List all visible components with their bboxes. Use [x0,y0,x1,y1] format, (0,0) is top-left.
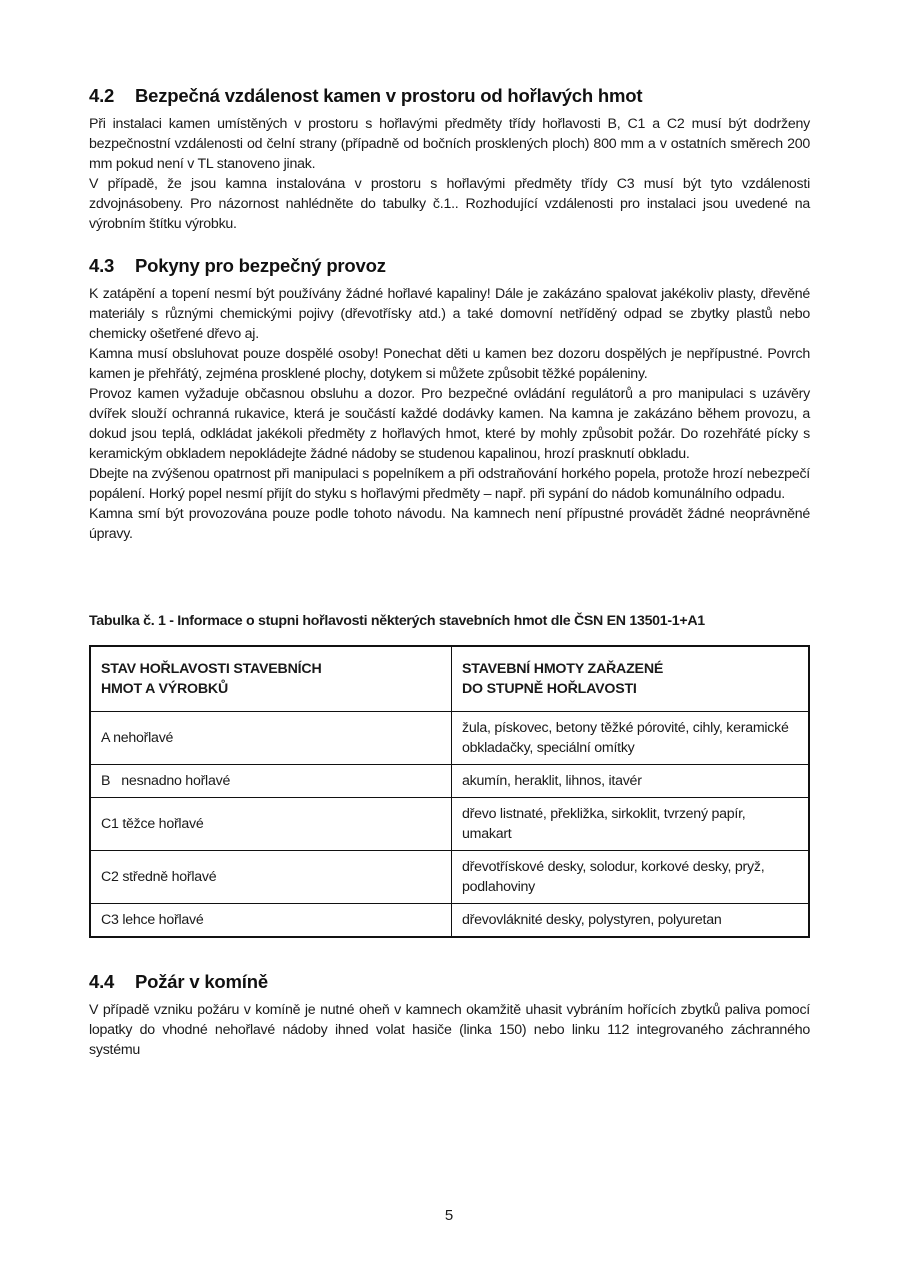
header-line: STAV HOŘLAVOSTI STAVEBNÍCH [101,661,322,677]
materials-cell: akumín, heraklit, lihnos, itavér [452,765,810,798]
paragraph: Kamna musí obsluhovat pouze dospělé osoby! Ponechat děti u kamen bez dozoru dospělých je nepřípustné. Povrch kamen je přehřátý, zejména prosklené plochy, dotykem si můžete způsobit těžké popáleniny. [89,346,810,382]
section-heading [89,254,810,278]
flammability-table [89,645,810,938]
table-header-row [90,646,809,712]
section-4-3 [89,254,810,544]
class-cell: A nehořlavé [90,712,452,765]
class-cell: C1 těžce hořlavé [90,798,452,851]
header-line: HMOT A VÝROBKŮ [101,681,228,697]
section-title: Požár v komíně [135,971,268,992]
paragraph: V případě, že jsou kamna instalována v prostoru s hořlavými předměty třídy C3 musí být tyto vzdálenosti zdvojnásobeny. Pro názornost nahlédněte do tabulky č.1.. Rozhodující vzdálenosti pro instalaci jsou uvedené na výrobním štítku výrobku. [89,176,810,232]
class-cell: C3 lehce hořlavé [90,904,452,938]
materials-cell: dřevotřískové desky, solodur, korkové desky, pryž, podlahoviny [452,851,810,904]
section-number: 4.2 [89,85,115,106]
table-row [90,798,809,851]
paragraph: Dbejte na zvýšenou opatrnost při manipulaci s popelníkem a při odstraňování horkého popela, protože hrozí nebezpečí popálení. Horký popel nesmí přijít do styku s hořlavými předměty – např. při sypání do nádob komunálního odpadu. [89,466,810,502]
section-4-4 [89,970,810,1060]
class-cell: C2 středně hořlavé [90,851,452,904]
paragraph: Kamna smí být provozována pouze podle tohoto návodu. Na kamnech není přípustné provádět žádné neoprávněné úpravy. [89,506,810,542]
paragraph: K zatápění a topení nesmí být používány žádné hořlavé kapaliny! Dále je zakázáno spalovat jakékoliv plasty, dřevěné materiály s různými chemickými pojivy (dřevotřísky atd.) a také domovní netříděný odpad se zbytky plastů nebo chemicky ošetřené dřevo aj. [89,286,810,342]
column-header [452,646,810,712]
materials-cell: dřevovláknité desky, polystyren, polyuretan [452,904,810,938]
table-caption: Tabulka č. 1 - Informace o stupni hořlavosti některých stavebních hmot dle ČSN EN 13501-1+A1 [89,613,705,629]
header-line: DO STUPNĚ HOŘLAVOSTI [462,681,637,697]
section-number: 4.4 [89,971,115,992]
section-heading [89,970,810,994]
materials-cell: dřevo listnaté, překližka, sirkoklit, tvrzený papír, umakart [452,798,810,851]
paragraph: Při instalaci kamen umístěných v prostoru s hořlavými předměty třídy hořlavosti B, C1 a C2 musí být dodrženy bezpečnostní vzdálenosti od čelní strany (případně od bočních prosklených ploch) 800 mm a v ostatních směrech 200 mm pokud není v TL stanoveno jinak. [89,116,810,172]
section-number: 4.3 [89,255,115,276]
header-line: STAVEBNÍ HMOTY ZAŘAZENÉ [462,661,664,677]
paragraph: Provoz kamen vyžaduje občasnou obsluhu a dozor. Pro bezpečné ovládání regulátorů a pro manipulaci s uzávěry dvířek slouží ochranná rukavice, která je součástí každé dodávky kamen. Na kamna je zakázáno během provozu, a dokud jsou teplá, odkládat jakékoli předměty z hořlavých hmot, které by mohly způsobit požár. Do rozehřáté pícky s keramickým obkladem nepokládejte žádné nádoby se studenou kapalinou, hrozí prasknutí obkladu. [89,386,810,462]
section-heading [89,84,810,108]
page-number: 5 [444,1207,454,1224]
section-title: Bezpečná vzdálenost kamen v prostoru od hořlavých hmot [135,85,643,106]
section-title: Pokyny pro bezpečný provoz [135,255,386,276]
materials-cell: žula, pískovec, betony těžké pórovité, cihly, keramické obkladačky, speciální omítky [452,712,810,765]
class-cell: B nesnadno hořlavé [90,765,452,798]
table-row [90,712,809,765]
column-header [90,646,452,712]
table-row [90,765,809,798]
table-row [90,851,809,904]
paragraph: V případě vzniku požáru v komíně je nutné oheň v kamnech okamžitě uhasit vybráním hořících zbytků paliva pomocí lopatky do vhodné nehořlavé nádoby ihned volat hasiče (linka 150) nebo linku 112 integrovaného záchranného systému [89,1002,810,1058]
table-row [90,904,809,938]
section-4-2 [89,84,810,234]
